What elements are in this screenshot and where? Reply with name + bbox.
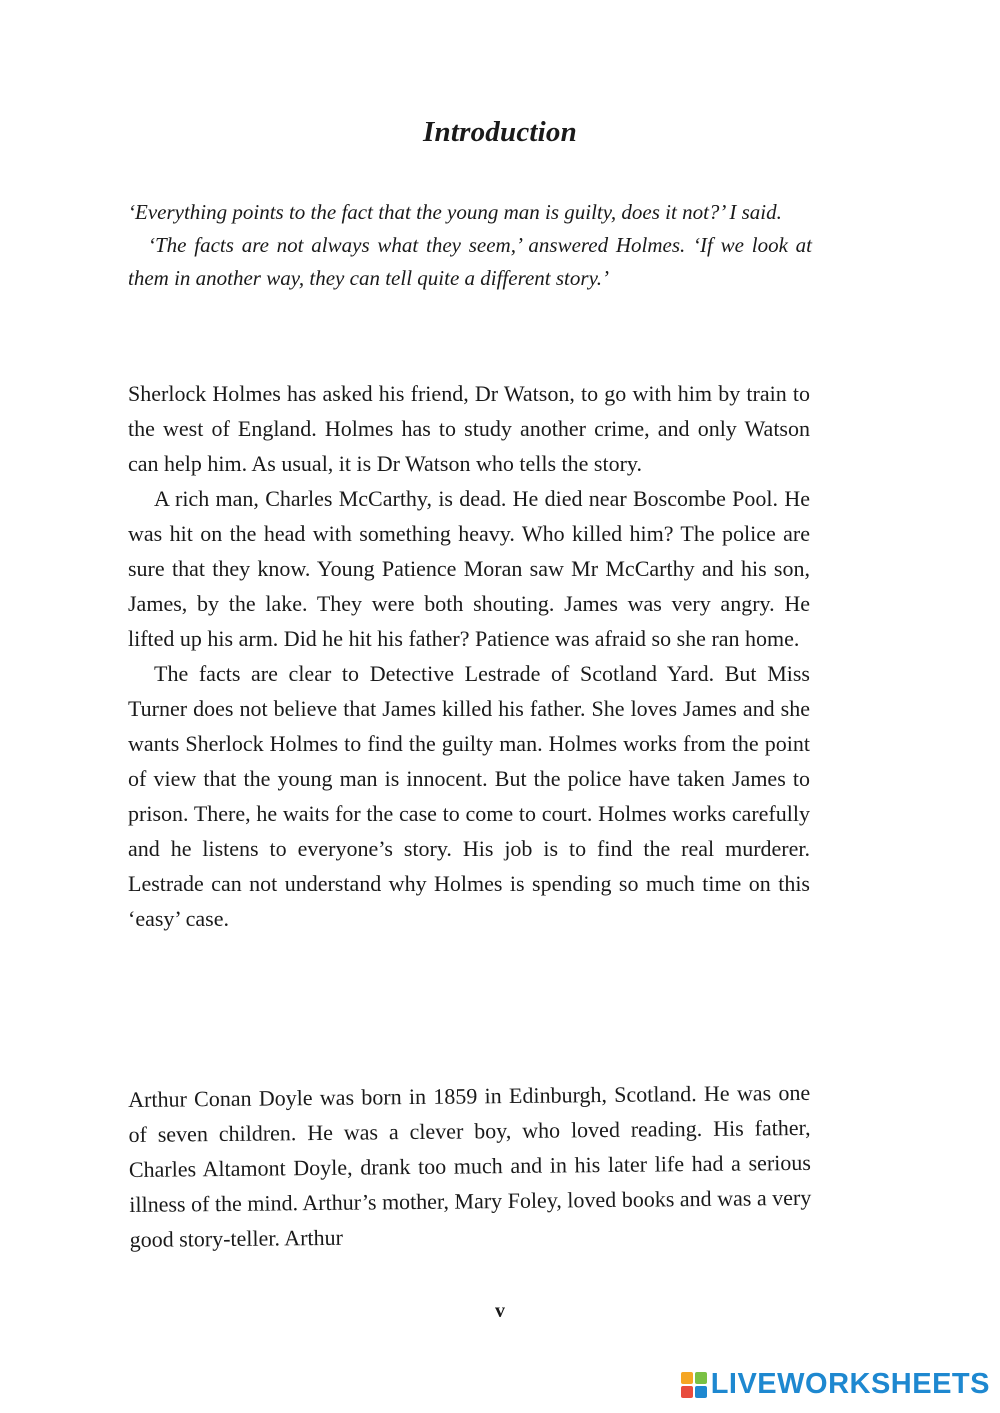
paragraph: Arthur Conan Doyle was born in 1859 in Edinburgh, Scotland. He was one of seven children. He was a clever boy, who loved reading. His father, Charles Altamont Doyle, drank too much and in his later life had a serious illness of the mind. Arthur’s mother, Mary Foley, loved books and was a very good story-teller. Arthur [128, 1079, 812, 1252]
paragraph: Sherlock Holmes has asked his friend, Dr Watson, to go with him by train to the west of England. Holmes has to study another crime, and only Watson can help him. As usual, it is Dr Watson who tells the story. [128, 381, 810, 476]
watermark-text: LIVEWORKSHEETS [710, 1368, 990, 1400]
paragraph: The facts are clear to Detective Lestrade of Scotland Yard. But Miss Turner does not believe that James killed his father. She loves James and she wants Sherlock Holmes to find the guilty man. Holmes works from the point of view that the young man is innocent. But the police have taken James to prison. There, he waits for the case to come to court. Holmes works carefully and he listens to everyone’s story. His job is to find the real murderer. Lestrade can not understand why Holmes is spending so much time on this ‘easy’ case. [128, 661, 810, 931]
story-summary-section [128, 376, 810, 936]
epigraph-line-2: ‘The facts are not always what they seem,’ answered Holmes. ‘If we look at them in another way, they can tell quite a different story.’ [128, 233, 812, 290]
epigraph-line-1: ‘Everything points to the fact that the young man is guilty, does it not?’ I said. [128, 200, 782, 224]
paragraph: A rich man, Charles McCarthy, is dead. He died near Boscombe Pool. He was hit on the head with something heavy. Who killed him? The police are sure that they know. Young Patience Moran saw Mr McCarthy and his son, James, by the lake. They were both shouting. James was very angry. He lifted up his arm. Did he hit his father? Patience was afraid so she ran home. [128, 486, 810, 651]
page-title: Introduction [423, 116, 577, 148]
epigraph-quote [128, 196, 812, 295]
liveworksheets-watermark [681, 1368, 990, 1401]
page-number: v [495, 1300, 505, 1322]
liveworksheets-logo-icon [681, 1372, 707, 1398]
author-biography-section [128, 1075, 812, 1257]
